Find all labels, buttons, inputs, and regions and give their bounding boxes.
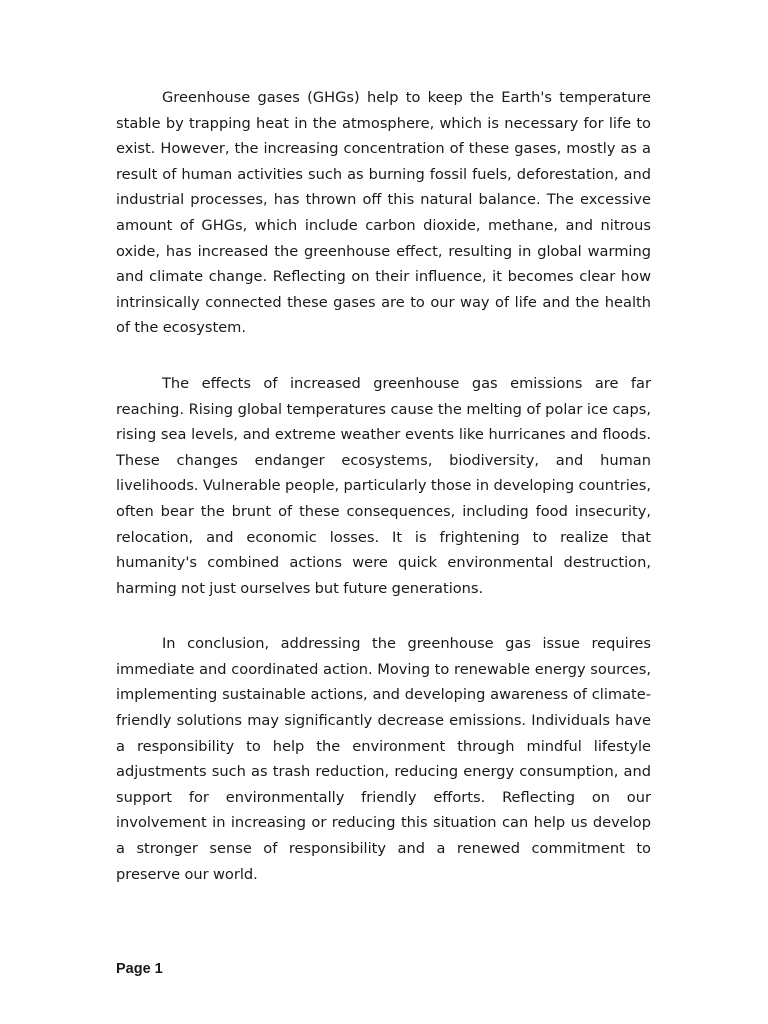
paragraph-intro: Greenhouse gases (GHGs) help to keep the Earth's temperature stable by trapping heat in the atmosphere, which is necessary for life to exist. However, the increasing concentration of these gases, mostly as a result of human activities such as burning fossil fuels, deforestation, and industrial processes, has thrown off this natural balance. The excessive amount of GHGs, which include carbon dioxide, methane, and nitrous oxide, has increased the greenhouse effect, resulting in global warming and climate change. Reflecting on their influence, it becomes clear how intrinsically connected these gases are to our way of life and the health of the ecosystem. <box>116 89 651 337</box>
document-body <box>116 85 651 917</box>
page-number: Page 1 <box>116 961 163 977</box>
paragraph-conclusion: In conclusion, addressing the greenhouse gas issue requires immediate and coordinated action. Moving to renewable energy sources, implementing sustainable actions, and developing awareness of climate- friendly solutions may significantly decrease emissions. Individuals have a responsibility to help the environment through mindful lifestyle adjustments such as trash reduction, reducing energy consumption, and support for environmentally friendly efforts. Reflecting on our involvement in increasing or reducing this situation can help us develop a stronger sense of responsibility and a renewed commitment to preserve our world. <box>116 635 651 883</box>
paragraph-effects: The effects of increased greenhouse gas emissions are far reaching. Rising global temperatures cause the melting of polar ice caps, rising sea levels, and extreme weather events like hurricanes and floods. These changes endanger ecosystems, biodiversity, and human livelihoods. Vulnerable people, particularly those in developing countries, often bear the brunt of these consequences, including food insecurity, relocation, and economic losses. It is frightening to realize that humanity's combined actions were quick environmental destruction, harming not just ourselves but future generations. <box>116 374 651 597</box>
